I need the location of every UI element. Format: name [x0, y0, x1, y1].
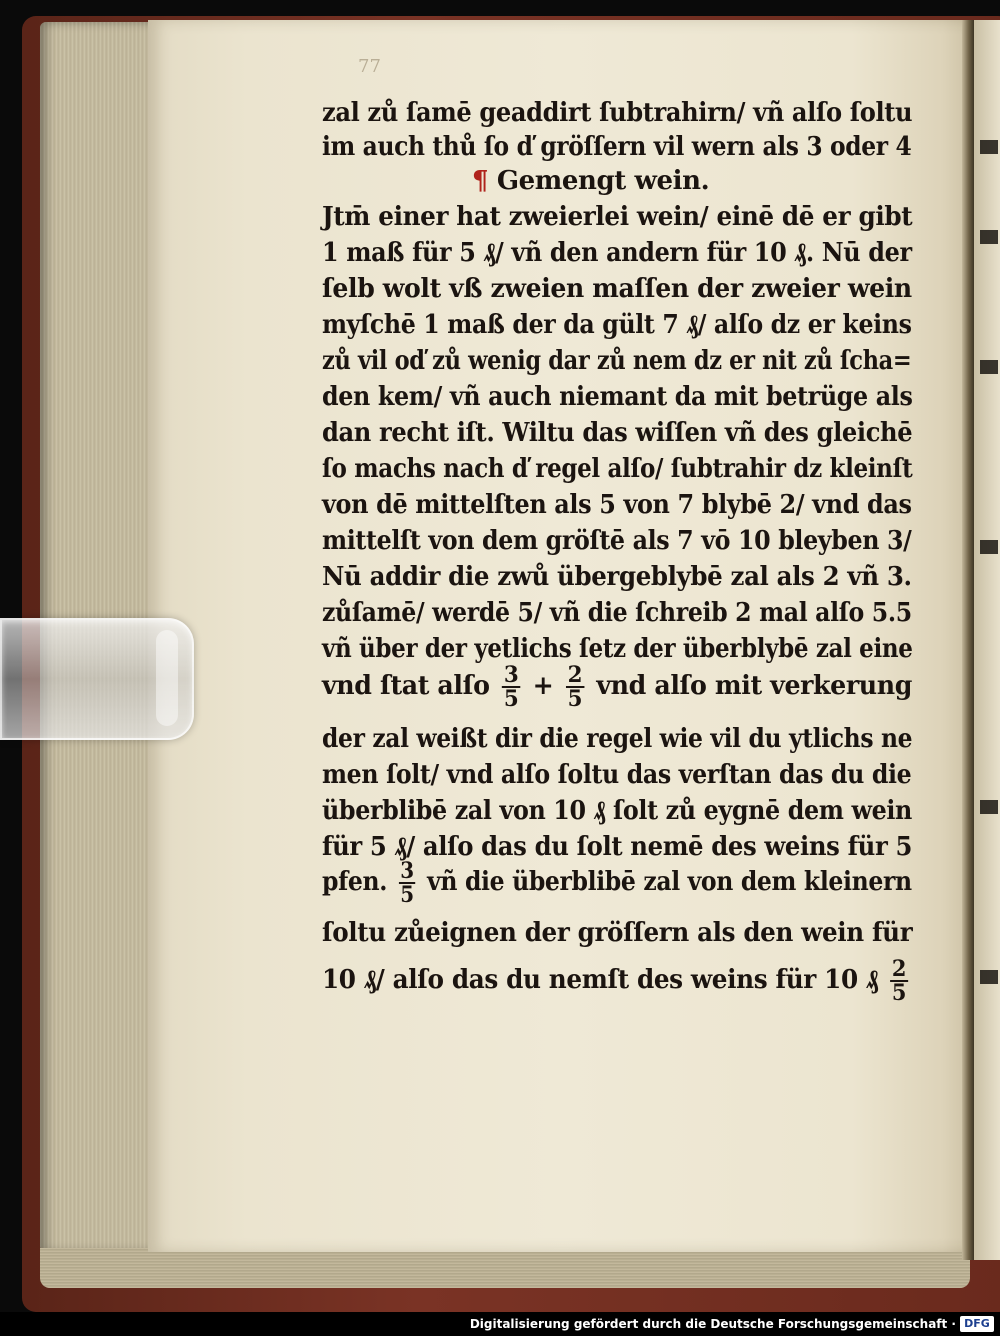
- text-line: 1 maß für 5 ₰/ vñ den andern für 10 ₰. Nū der: [322, 238, 912, 268]
- text-line: ſo machs nach ď regel alſo/ ſubtrahir dz kleinſt: [322, 454, 913, 484]
- fraction: [890, 958, 908, 1004]
- fraction-numerator: 3: [503, 662, 519, 688]
- facing-text-fragment: [980, 540, 998, 554]
- footer-bar: [0, 1312, 1000, 1336]
- text-fragment: vnd ſtat alſo: [322, 671, 490, 701]
- facing-text-fragment: [980, 360, 998, 374]
- facing-text-fragment: [980, 800, 998, 814]
- text-line: dan recht iſt. Wiltu das wiſſen vñ des gleichē: [322, 418, 913, 448]
- text-line: Jtm̄ einer hat zweierlei wein/ einē dē er gibt: [322, 202, 913, 232]
- fraction-denominator: 5: [503, 686, 519, 712]
- fraction-numerator: 3: [400, 858, 414, 884]
- fraction-numerator: 2: [891, 956, 907, 982]
- text-line: mittelſt von dem gröſtē als 7 vō 10 bleyben 3/: [322, 526, 912, 556]
- page-holder-clamp: [0, 618, 194, 740]
- text-line: im auch thů ſo ď gröſſern vil wern als 3 oder 4: [322, 132, 912, 162]
- facing-text-fragment: [980, 970, 998, 984]
- fraction-line: [322, 860, 912, 906]
- text-line: für 5 ₰/ alſo das du ſolt nemē des weins für 5: [322, 832, 913, 862]
- fraction-denominator: 5: [400, 882, 414, 908]
- text-line: zů vil oď zů wenig dar zů nem dz er nit zů ſcha=: [322, 346, 912, 376]
- facing-text-fragment: [980, 140, 998, 154]
- facing-page-edge: [974, 20, 1000, 1260]
- fraction-line: [322, 664, 912, 710]
- fraction: [399, 860, 416, 906]
- section-heading: [472, 166, 709, 196]
- text-fragment: vnd alſo mit verkerung: [596, 671, 913, 701]
- text-line: der zal weißt dir die regel wie vil du ytlichs ne: [322, 724, 913, 754]
- fraction-denominator: 5: [891, 980, 907, 1006]
- text-line: ſelb wolt vß zweien maſſen der zweier wein: [322, 274, 912, 304]
- text-line: zůſamē/ werdē 5/ vñ die ſchreib 2 mal alſo 5.5: [322, 598, 912, 628]
- text-line: von dē mittelſten als 5 von 7 blybē 2/ vnd das: [322, 490, 912, 520]
- dfg-logo: DFG: [960, 1316, 994, 1332]
- text-fragment: pfen.: [322, 867, 388, 897]
- fraction-line: [322, 958, 912, 1004]
- text-line: zal zů ſamē geaddirt ſubtrahirn/ vñ alſo ſoltu: [322, 98, 913, 128]
- text-fragment: 10 ₰/ alſo das du nemſt des weins für 10 ₰: [322, 965, 878, 995]
- text-line: Nū addir die zwů übergeblybē zal als 2 vñ 3.: [322, 562, 912, 592]
- pilcrow-mark: ¶: [472, 166, 489, 196]
- fraction: [502, 664, 520, 710]
- text-line: men ſolt/ vnd alſo ſoltu das verſtan das du die: [322, 760, 912, 790]
- text-line: vñ über der yetlichs ſetz der überblybē zal eine: [322, 634, 913, 664]
- text-line: ſoltu zůeignen der gröſſern als den wein für: [322, 918, 913, 948]
- funding-credit: Digitalisierung gefördert durch die Deutsche Forschungsgemeinschaft ·: [469, 1317, 956, 1331]
- fraction-denominator: 5: [567, 686, 583, 712]
- section-heading-text: Gemengt wein.: [496, 166, 710, 196]
- text-line: den kem/ vñ auch niemant da mit betrüge als: [322, 382, 913, 412]
- fraction-numerator: 2: [567, 662, 583, 688]
- facing-text-fragment: [980, 230, 998, 244]
- text-fragment: vñ die überblibē zal von dem kleinern: [427, 867, 912, 897]
- text-line: überblibē zal von 10 ₰ ſolt zů eygnē dem wein: [322, 796, 912, 826]
- bottom-page-edges: [40, 1248, 970, 1288]
- text-line: myſchē 1 maß der da gült 7 ₰/ alſo dz er keins: [322, 310, 912, 340]
- plus-sign: +: [532, 671, 554, 701]
- fraction: [566, 664, 584, 710]
- page-number-faint: 77: [358, 56, 381, 77]
- clamp-rib: [156, 630, 178, 726]
